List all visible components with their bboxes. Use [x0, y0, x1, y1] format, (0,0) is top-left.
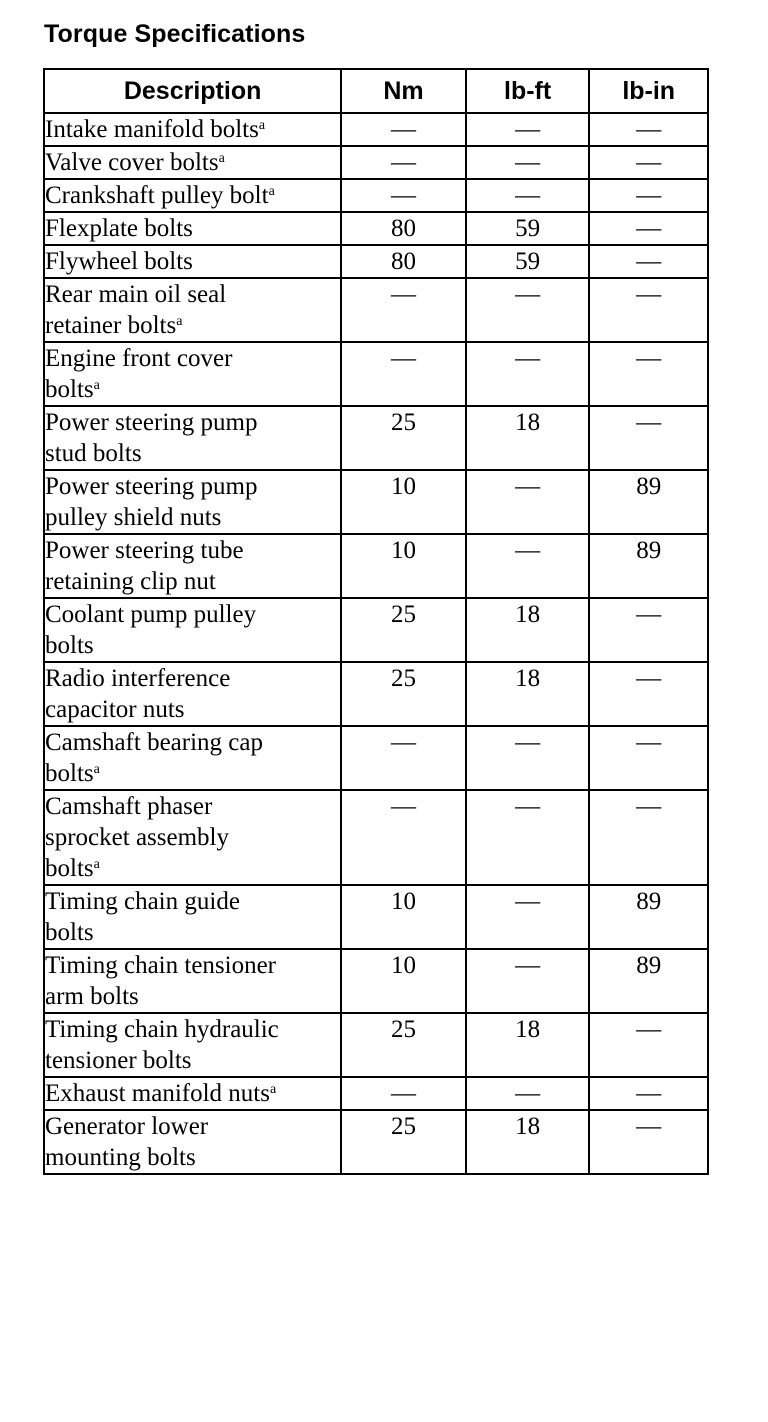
table-row	[44, 406, 708, 470]
row-description-cell	[44, 790, 341, 885]
row-lbft-value: 18	[466, 1013, 590, 1077]
torque-spec-table	[43, 68, 709, 1175]
row-lbin-value: 89	[589, 470, 708, 534]
table-row	[44, 1110, 708, 1174]
row-lbft-value: —	[466, 179, 590, 212]
table-row	[44, 245, 708, 278]
row-lbin-value: —	[589, 179, 708, 212]
row-nm-value: —	[341, 726, 466, 790]
row-lbft-value: 18	[466, 406, 590, 470]
row-lbin-value: —	[589, 1110, 708, 1174]
row-lbft-value: —	[466, 790, 590, 885]
row-nm-value: 10	[341, 885, 466, 949]
table-header-row	[44, 69, 708, 113]
row-description-cell	[44, 726, 341, 790]
row-lbft-value: 59	[466, 212, 590, 245]
header-description: Description	[44, 69, 341, 113]
table-row	[44, 662, 708, 726]
row-lbin-value: —	[589, 726, 708, 790]
row-lbft-value: —	[466, 885, 590, 949]
row-lbft-value: —	[466, 342, 590, 406]
table-row	[44, 1013, 708, 1077]
row-lbin-value: —	[589, 245, 708, 278]
row-description-cell	[44, 342, 341, 406]
row-nm-value: —	[341, 278, 466, 342]
footnote-marker: a	[93, 762, 100, 777]
row-description: Camshaft phaser sprocket assembly bolts	[45, 793, 229, 882]
row-description: Timing chain guide bolts	[45, 888, 240, 946]
row-nm-value: 80	[341, 212, 466, 245]
row-description-cell	[44, 949, 341, 1013]
row-nm-value: 10	[341, 470, 466, 534]
table-row	[44, 113, 708, 146]
row-nm-value: —	[341, 1077, 466, 1110]
row-description: Timing chain tensioner arm bolts	[45, 952, 277, 1010]
row-description: Intake manifold bolts	[45, 116, 259, 143]
table-row	[44, 278, 708, 342]
row-description: Generator lower mounting bolts	[45, 1113, 209, 1171]
row-lbin-value: —	[589, 342, 708, 406]
row-nm-value: 80	[341, 245, 466, 278]
footnote-marker: a	[268, 184, 275, 199]
row-lbft-value: —	[466, 949, 590, 1013]
row-description-cell	[44, 534, 341, 598]
table-row	[44, 179, 708, 212]
row-description-cell	[44, 406, 341, 470]
row-nm-value: —	[341, 146, 466, 179]
page-title: Torque Specifications	[44, 20, 306, 48]
row-lbin-value: —	[589, 1077, 708, 1110]
row-nm-value: 25	[341, 406, 466, 470]
row-description: Engine front cover bolts	[45, 345, 233, 403]
row-nm-value: —	[341, 113, 466, 146]
table-row	[44, 790, 708, 885]
row-lbin-value: —	[589, 278, 708, 342]
row-nm-value: 25	[341, 1110, 466, 1174]
row-description: Coolant pump pulley bolts	[45, 601, 257, 659]
row-description-cell	[44, 885, 341, 949]
row-lbin-value: —	[589, 146, 708, 179]
row-lbft-value: —	[466, 470, 590, 534]
row-description-cell	[44, 113, 341, 146]
row-nm-value: 25	[341, 1013, 466, 1077]
row-lbft-value: —	[466, 534, 590, 598]
row-description: Crankshaft pulley bolt	[45, 182, 269, 209]
row-lbft-value: —	[466, 278, 590, 342]
row-lbin-value: 89	[589, 534, 708, 598]
footnote-marker: a	[176, 314, 183, 329]
table-row	[44, 534, 708, 598]
row-lbft-value: —	[466, 726, 590, 790]
table-row	[44, 146, 708, 179]
row-description-cell	[44, 1077, 341, 1110]
row-description-cell	[44, 1013, 341, 1077]
row-description-cell	[44, 146, 341, 179]
row-lbin-value: —	[589, 662, 708, 726]
row-description-cell	[44, 179, 341, 212]
footnote-marker: a	[269, 1082, 277, 1097]
row-lbft-value: 18	[466, 662, 590, 726]
row-description: Camshaft bearing cap bolts	[45, 729, 263, 787]
row-lbft-value: —	[466, 146, 590, 179]
table-row	[44, 342, 708, 406]
footnote-marker: a	[93, 378, 100, 393]
table-row	[44, 885, 708, 949]
row-lbin-value: 89	[589, 885, 708, 949]
row-description-cell	[44, 470, 341, 534]
table-row	[44, 1077, 708, 1110]
header-lbft: lb-ft	[466, 69, 590, 113]
row-nm-value: 25	[341, 598, 466, 662]
table-row	[44, 726, 708, 790]
row-description-cell	[44, 245, 341, 278]
row-nm-value: 10	[341, 949, 466, 1013]
row-description: Rear main oil seal retainer bolts	[45, 281, 227, 339]
row-description: Power steering pump pulley shield nuts	[45, 473, 258, 531]
row-lbin-value: —	[589, 598, 708, 662]
row-lbft-value: —	[466, 113, 590, 146]
row-description: Flywheel bolts	[45, 248, 193, 275]
footnote-marker: a	[258, 118, 266, 133]
footnote-marker: a	[218, 151, 225, 166]
table-row	[44, 470, 708, 534]
row-description-cell	[44, 662, 341, 726]
row-lbin-value: —	[589, 212, 708, 245]
table-row	[44, 949, 708, 1013]
row-lbin-value: —	[589, 790, 708, 885]
row-description: Exhaust manifold nuts	[45, 1080, 270, 1107]
header-nm: Nm	[341, 69, 466, 113]
row-description: Flexplate bolts	[45, 215, 193, 242]
row-nm-value: 25	[341, 662, 466, 726]
row-lbft-value: 18	[466, 598, 590, 662]
row-nm-value: —	[341, 179, 466, 212]
row-description: Radio interference capacitor nuts	[45, 665, 231, 723]
row-lbft-value: 59	[466, 245, 590, 278]
footnote-marker: a	[93, 857, 100, 872]
row-lbin-value: —	[589, 113, 708, 146]
row-description: Valve cover bolts	[45, 149, 219, 176]
row-lbin-value: —	[589, 406, 708, 470]
row-description: Power steering tube retaining clip nut	[45, 537, 244, 595]
row-nm-value: —	[341, 790, 466, 885]
row-description: Timing chain hydraulic tensioner bolts	[45, 1016, 279, 1074]
row-nm-value: 10	[341, 534, 466, 598]
table-row	[44, 212, 708, 245]
row-description: Power steering pump stud bolts	[45, 409, 258, 467]
row-nm-value: —	[341, 342, 466, 406]
row-description-cell	[44, 212, 341, 245]
row-lbft-value: 18	[466, 1110, 590, 1174]
row-lbft-value: —	[466, 1077, 590, 1110]
row-lbin-value: —	[589, 1013, 708, 1077]
row-description-cell	[44, 1110, 341, 1174]
header-lbin: lb-in	[589, 69, 708, 113]
row-description-cell	[44, 598, 341, 662]
row-description-cell	[44, 278, 341, 342]
row-lbin-value: 89	[589, 949, 708, 1013]
table-row	[44, 598, 708, 662]
